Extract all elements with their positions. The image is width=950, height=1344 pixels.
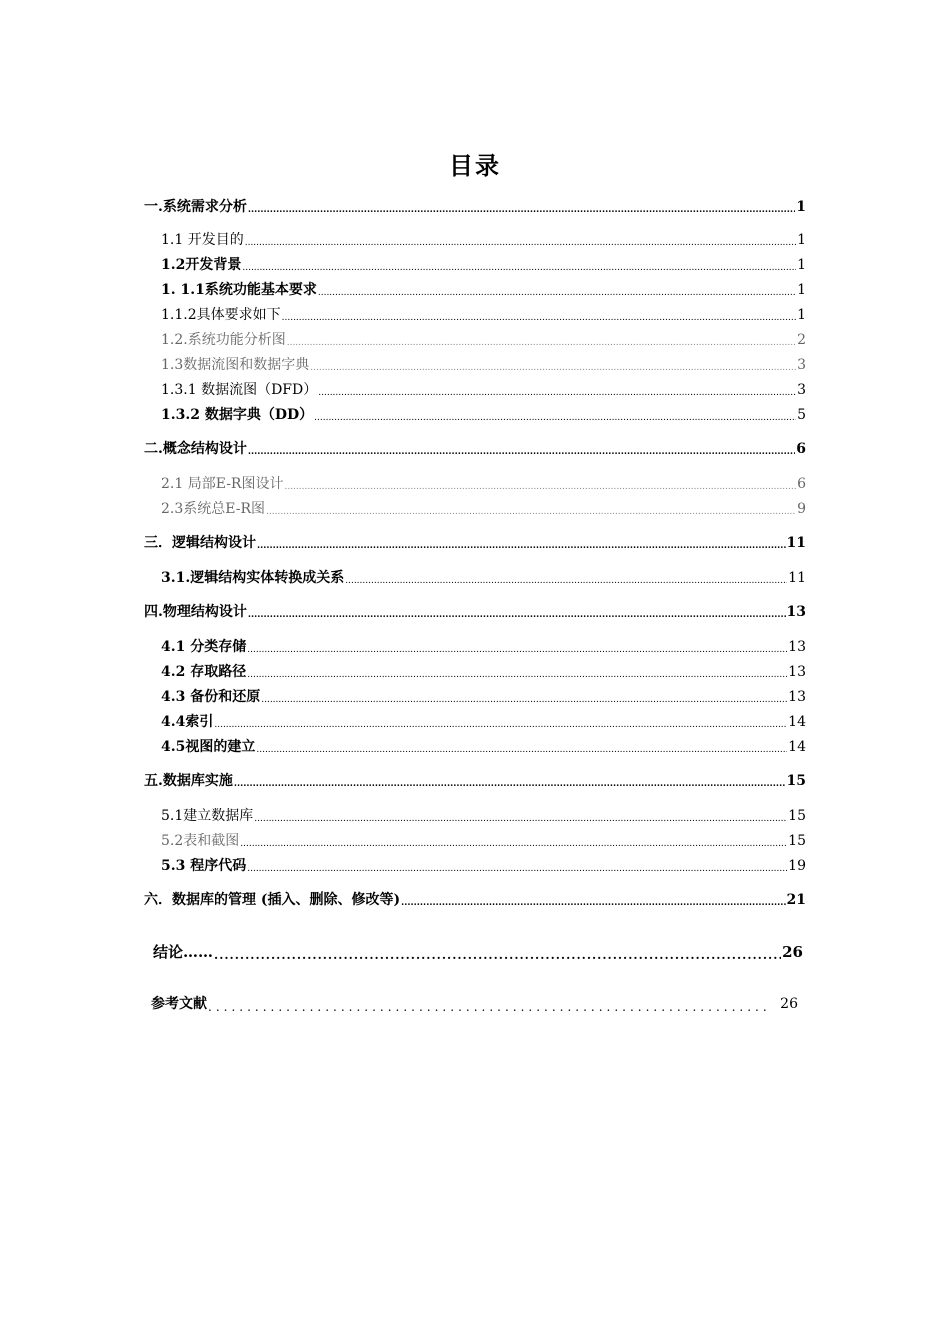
toc-entry-label: 4.3 备份和还原 <box>161 689 261 705</box>
leader-dots <box>257 539 786 553</box>
leader-dots <box>247 862 787 876</box>
toc-entry-2[interactable] <box>144 439 806 459</box>
toc-entry-4-4[interactable] <box>161 712 806 732</box>
toc-entry-1-2-diagram[interactable] <box>161 330 806 350</box>
toc-entry-page: 21 <box>786 892 806 908</box>
leader-dots <box>318 386 796 400</box>
toc-entry-4-3[interactable] <box>161 687 806 707</box>
toc-entry-1-1[interactable] <box>161 230 806 250</box>
toc-entry-page: 26 <box>780 996 798 1012</box>
toc-entry-label: 2.1 局部E-R图设计 <box>161 476 284 492</box>
leader-dots <box>214 948 781 962</box>
leader-dots <box>282 311 796 325</box>
toc-entry-page: 1 <box>797 307 806 323</box>
toc-entry-label: 5.2表和截图 <box>161 833 240 849</box>
leader-dots <box>234 777 786 791</box>
toc-entry-label: 4.5视图的建立 <box>161 739 256 755</box>
leader-dots <box>256 743 787 757</box>
toc-entry-page: 13 <box>788 664 806 680</box>
toc-entry-1-3[interactable] <box>161 355 806 375</box>
leader-dots <box>242 261 796 275</box>
toc-entry-label: 1.1 开发目的 <box>161 232 244 248</box>
toc-entry-page: 14 <box>788 714 806 730</box>
toc-title: 目录 <box>449 152 501 180</box>
toc-entry-page: 3 <box>797 382 806 398</box>
toc-entry-1-3-2[interactable] <box>161 405 806 425</box>
toc-entry-label: 4.2 存取路径 <box>161 664 247 680</box>
toc-entry-label: 2.3系统总E-R图 <box>161 501 266 517</box>
leader-dots <box>248 445 795 459</box>
leader-dots <box>310 361 796 375</box>
toc-entry-page: 1 <box>797 257 806 273</box>
toc-entry-6[interactable] <box>144 890 806 910</box>
toc-entry-page: 1 <box>797 282 806 298</box>
leader-dots <box>248 608 786 622</box>
leader-dots <box>284 480 796 494</box>
leader-dots <box>318 286 796 300</box>
toc-entry-1-2[interactable] <box>161 255 806 275</box>
toc-entry-references[interactable] <box>151 994 798 1014</box>
toc-entry-label: 参考文献 <box>151 996 207 1012</box>
leader-dots <box>345 574 787 588</box>
leader-dots <box>247 643 787 657</box>
toc-entry-label: 结论…… <box>153 943 214 961</box>
leader-dots <box>287 336 796 350</box>
toc-entry-label: 4.1 分类存储 <box>161 639 247 655</box>
toc-entry-label: 三．逻辑结构设计 <box>144 535 256 551</box>
leader-dots <box>261 693 787 707</box>
toc-entry-5-1[interactable] <box>161 806 806 826</box>
toc-entry-page: 6 <box>797 476 806 492</box>
toc-entry-conclusion[interactable] <box>153 942 803 962</box>
leader-dots <box>266 505 796 519</box>
leader-dots <box>248 203 795 217</box>
toc-entry-page: 14 <box>788 739 806 755</box>
toc-entry-page: 13 <box>788 639 806 655</box>
toc-entry-label: 5.3 程序代码 <box>161 858 247 874</box>
leader-dots <box>247 668 787 682</box>
leader-dots <box>214 718 787 732</box>
toc-entry-page: 5 <box>797 407 806 423</box>
toc-entry-page: 15 <box>786 773 806 789</box>
toc-entry-5-3[interactable] <box>161 856 806 876</box>
toc-entry-label: 一.系统需求分析 <box>144 199 247 215</box>
leader-dots <box>240 837 787 851</box>
toc-entry-page: 26 <box>782 943 803 961</box>
leader-dots <box>314 411 796 425</box>
toc-entry-4-5[interactable] <box>161 737 806 757</box>
toc-entry-page: 19 <box>788 858 806 874</box>
toc-entry-label: 六．数据库的管理 (插入、删除、修改等) <box>144 892 401 908</box>
toc-entry-1-3-1[interactable] <box>161 380 806 400</box>
leader-dots <box>245 236 796 250</box>
toc-entry-4-1[interactable] <box>161 637 806 657</box>
toc-entry-page: 3 <box>797 357 806 373</box>
toc-entry-1[interactable] <box>144 197 806 217</box>
toc-entry-2-3[interactable] <box>161 499 806 519</box>
toc-entry-page: 13 <box>788 689 806 705</box>
toc-entry-label: 1.2开发背景 <box>161 257 242 273</box>
toc-entry-4[interactable] <box>144 602 806 622</box>
toc-entry-3[interactable] <box>144 533 806 553</box>
toc-entry-page: 2 <box>797 332 806 348</box>
toc-entry-label: 5.1建立数据库 <box>161 808 254 824</box>
leader-dots <box>254 812 787 826</box>
toc-entry-2-1[interactable] <box>161 474 806 494</box>
toc-entry-3-1[interactable] <box>161 568 806 588</box>
toc-entry-label: 1.3.2 数据字典（DD） <box>161 407 314 423</box>
toc-entry-page: 13 <box>786 604 806 620</box>
toc-entry-label: 4.4索引 <box>161 714 214 730</box>
toc-entry-label: 1.1.2具体要求如下 <box>161 307 281 323</box>
toc-entry-label: 四.物理结构设计 <box>144 604 247 620</box>
toc-entry-label: 1. 1.1系统功能基本要求 <box>161 282 317 298</box>
toc-entry-4-2[interactable] <box>161 662 806 682</box>
toc-entry-page: 11 <box>788 570 806 586</box>
toc-entry-label: 1.3.1 数据流图（DFD） <box>161 382 318 398</box>
toc-entry-page: 1 <box>797 232 806 248</box>
leader-dots <box>401 896 785 910</box>
toc-entry-1-1-2[interactable] <box>161 305 806 325</box>
toc-entry-5[interactable] <box>144 771 806 791</box>
toc-entry-page: 11 <box>786 535 806 551</box>
toc-entry-label: 五.数据库实施 <box>144 773 233 789</box>
toc-entry-label: 1.2.系统功能分析图 <box>161 332 286 348</box>
toc-entry-page: 15 <box>788 833 806 849</box>
toc-entry-1-1-1[interactable] <box>161 280 806 300</box>
toc-entry-label: 二.概念结构设计 <box>144 441 247 457</box>
toc-entry-label: 3.1.逻辑结构实体转换成关系 <box>161 570 345 586</box>
leader-dots <box>208 1000 769 1014</box>
toc-entry-page: 1 <box>796 199 806 215</box>
toc-entry-5-2[interactable] <box>161 831 806 851</box>
toc-entry-page: 6 <box>796 441 806 457</box>
toc-entry-page: 9 <box>797 501 806 517</box>
toc-entry-label: 1.3数据流图和数据字典 <box>161 357 310 373</box>
toc-entry-page: 15 <box>788 808 806 824</box>
